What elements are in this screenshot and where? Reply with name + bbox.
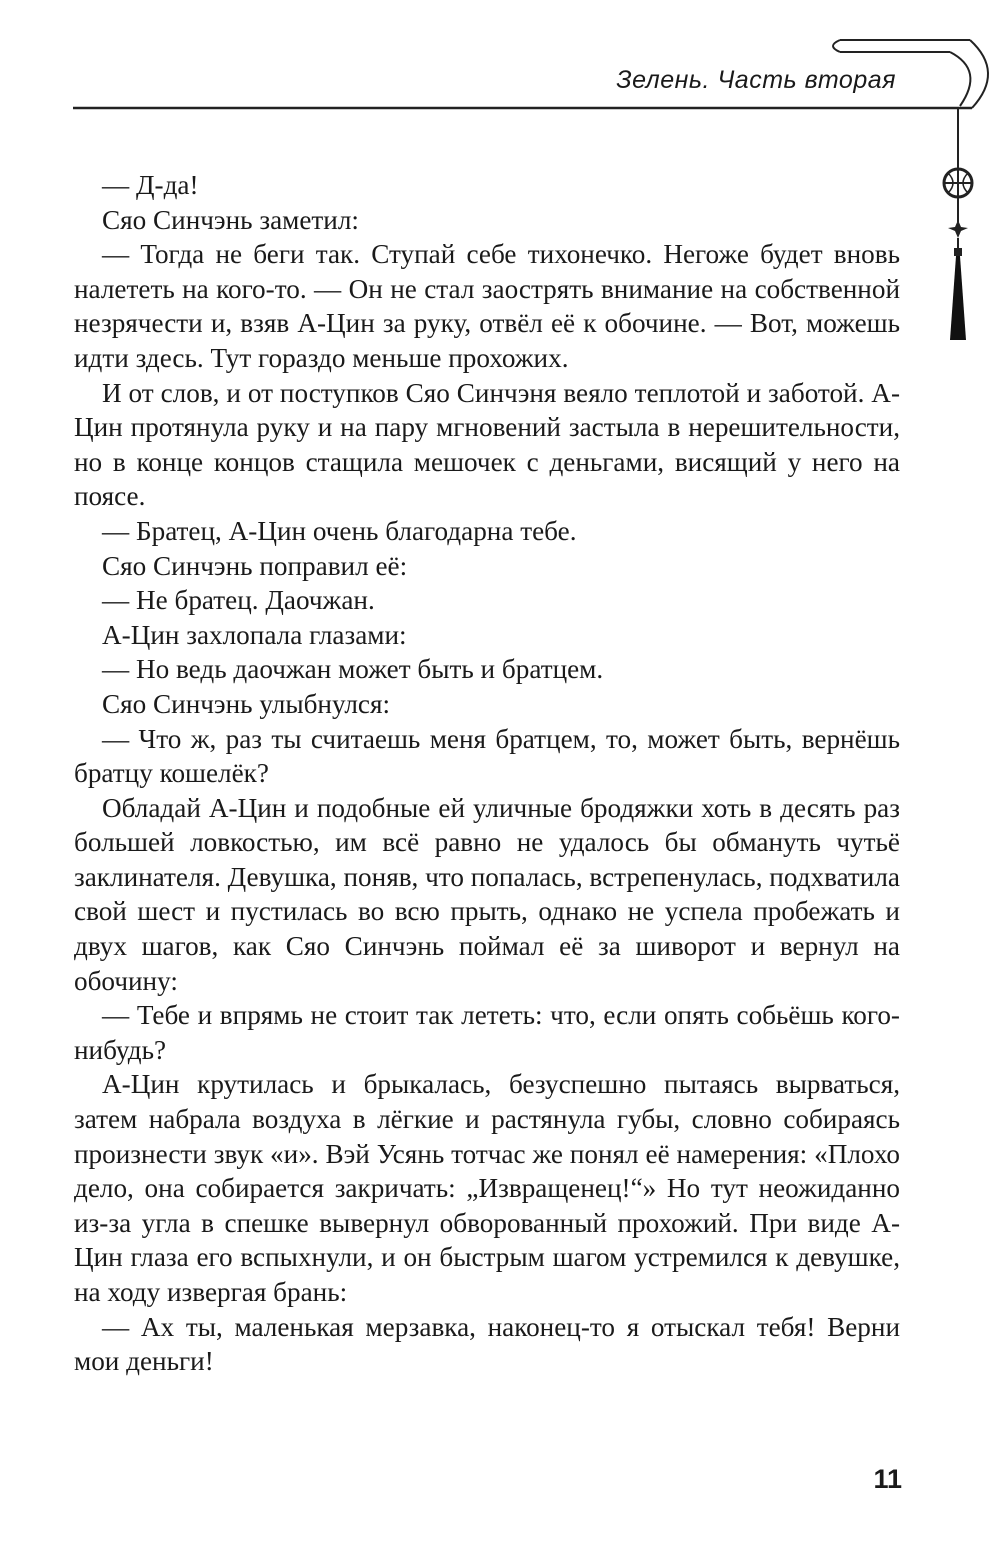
paragraph: Сяо Синчэнь поправил её: [102,550,408,581]
paragraph: А-Цин захлопала глазами: [102,619,407,650]
page-header [0,0,1000,130]
paragraph: — Не братец. Даочжан. [102,585,375,616]
paragraph: — Д-да! [102,170,199,200]
paragraph: А-Цин крутилась и брыкалась, безуспешно пытаясь вырваться, затем набрала воздуха в лёгкие и растянула губы, словно собираясь произнести звук «и». Вэй Усянь тотчас же понял её намерения: «Плохо дело, она собирается закричать: „Извращенец!“» Но тут неожиданно из-за угла в спешке вывернул обворованный прохожий. При виде А-Цин глаза его вспыхнули, и он быстрым шагом устремился к девушке, на ходу извергая брань: [74,1069,900,1307]
paragraph: — Братец, А-Цин очень благодарна тебе. [102,515,577,546]
paragraph: Обладай А-Цин и подобные ей уличные бродяжки хоть в десять раз большей ловкостью, им всё равно не удалось бы обмануть чутьё заклинателя. Девушка, поняв, что попалась, встрепенулась, подхватила свой шест и пустилась во всю прыть, однако не успела пробежать и двух шагов, как Сяо Синчэнь поймал её за шиворот и вернул на обочину: [74,792,900,996]
paragraph: — Тогда не беги так. Ступай себе тихонечко. Негоже будет вновь налететь на кого-то. — Он не стал заострять внимание на собственной незрячести и, взяв А-Цин за руку, отвёл её к обочине. — Вот, можешь идти здесь. Тут гораздо меньше прохожих. [74,239,900,373]
paragraph: — Что ж, раз ты считаешь меня братцем, то, может быть, вернёшь братцу кошелёк? [74,723,900,789]
paragraph: — Ах ты, маленькая мерзавка, наконец-то я отыскал тебя! Верни мои деньги! [74,1311,900,1377]
body-text [74,168,900,1379]
paragraph: И от слов, и от поступков Сяо Синчэня веяло теплотой и заботой. А-Цин протянула руку и на пару мгновений застыла в нерешительности, но в конце концов стащила мешочек с деньгами, висящий у него на поясе. [74,377,900,512]
paragraph: — Но ведь даочжан может быть и братцем. [102,654,604,685]
paragraph: Сяо Синчэнь улыбнулся: [102,688,391,719]
page-number: 11 [873,1464,902,1494]
paragraph: — Тебе и впрямь не стоит так лететь: что, если опять собьёшь кого-нибудь? [74,1000,900,1065]
running-title: Зелень. Часть вторая [616,66,896,94]
paragraph: Сяо Синчэнь заметил: [102,204,359,235]
